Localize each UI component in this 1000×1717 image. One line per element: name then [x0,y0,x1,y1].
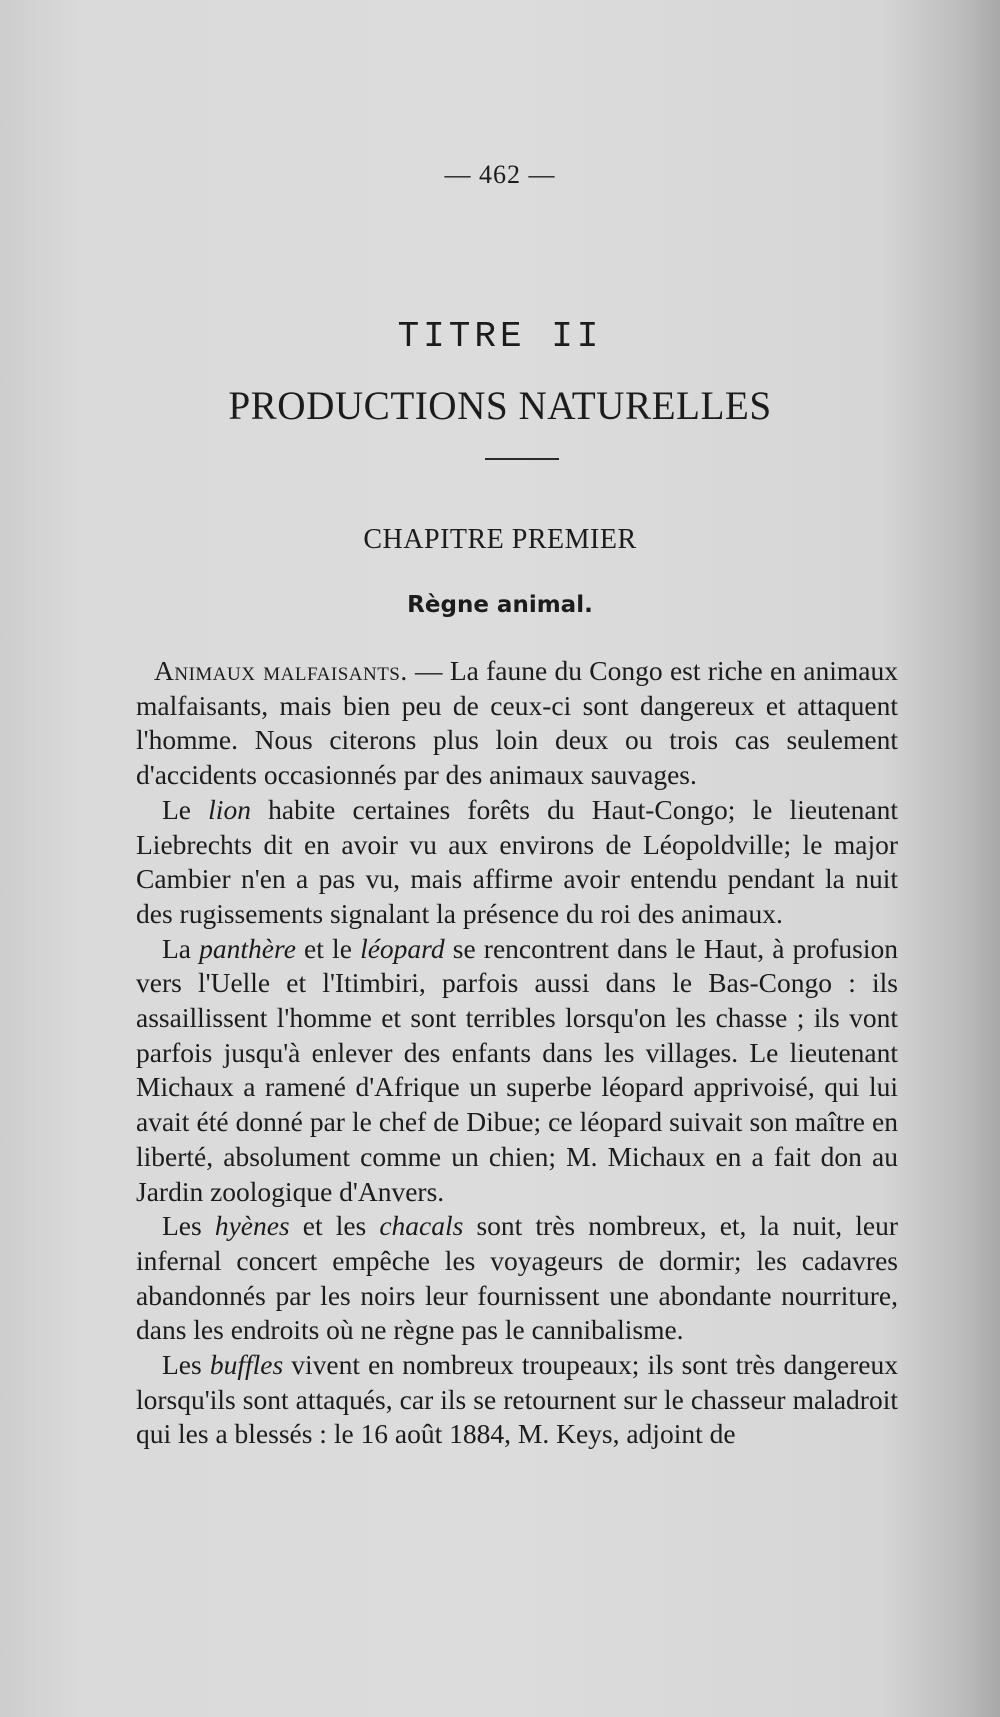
paragraph-text: La [162,932,200,964]
paragraph-lead: Animaux malfaisants. [154,655,408,686]
part-title: TITRE II [397,316,603,357]
paragraph-lion [136,793,898,932]
chapter-subtitle: Règne animal. [407,592,593,618]
species-term: buffles [209,1349,284,1381]
paragraph-text: vivent en nombreux troupeaux; ils sont très dangereux lorsqu'ils sont attaqués, car ils se retournent sur le chasseur maladroit qui les a blessés : le 16 août 1884, M. Keys, adjoint de [136,1349,898,1450]
paragraph-text: habite certaines forêts du Haut-Congo; le lieutenant Liebrechts dit en avoir vu aux environs de Léopoldville; le major Cambier n'en a pas vu, mais affirme avoir entendu pendant la nuit des rugissements signalant la présence du roi des animaux. [136,793,898,929]
chapter-title: CHAPITRE PREMIER [363,524,637,555]
paragraph-panthere [136,932,898,1210]
paragraph-text: sont très nombreux, et, la nuit, leur infernal concert empêche les voyageurs de dormir; les cadavres abandonnés par les noirs leur fournissent une abondante nourriture, dans les endroits où ne règne pas le cannibalisme. [136,1210,898,1346]
species-term: lion [208,793,251,825]
title-divider [485,458,559,460]
paragraph-buffles [136,1348,898,1452]
paragraph-text: et le [295,932,361,964]
paragraph-text: — La faune du Congo est riche en animaux malfaisants, mais bien peu de ceux-ci sont dangereux et attaquent l'homme. Nous citerons plus loin deux ou trois cas seulement d'accidents occasionnés par des animaux sauvages. [136,655,898,791]
species-term: hyènes [214,1210,290,1242]
paragraph-text: Les [162,1349,210,1381]
paragraph-text: Les [162,1210,215,1242]
paragraph-hyenes [136,1209,898,1348]
paragraph-text: Le [162,793,209,825]
species-term: chacals [379,1210,464,1242]
paragraph-text: et les [289,1210,380,1242]
page-number: — 462 — [444,160,556,189]
paragraph-text: se rencontrent dans le Haut, à profusion vers l'Uelle et l'Itimbiri, parfois aussi dans le Bas-Congo : ils assaillissent l'homme et sont terribles lorsqu'on les chasse ; ils vont parfois jusqu'à enlever des enfants dans les villages. Le lieutenant Michaux a ramené d'Afrique un superbe léopard apprivoisé, qui lui avait été donné par le chef de Dibue; ce léopard suivait son maître en liberté, absolument comme un chien; M. Michaux en a fait don au Jardin zoologique d'Anvers. [136,932,898,1207]
body-text [136,654,898,1452]
species-term: léopard [360,932,445,964]
species-term: panthère [199,932,296,964]
section-title: PRODUCTIONS NATURELLES [228,383,772,428]
paragraph-animaux-malfaisants [136,654,898,793]
